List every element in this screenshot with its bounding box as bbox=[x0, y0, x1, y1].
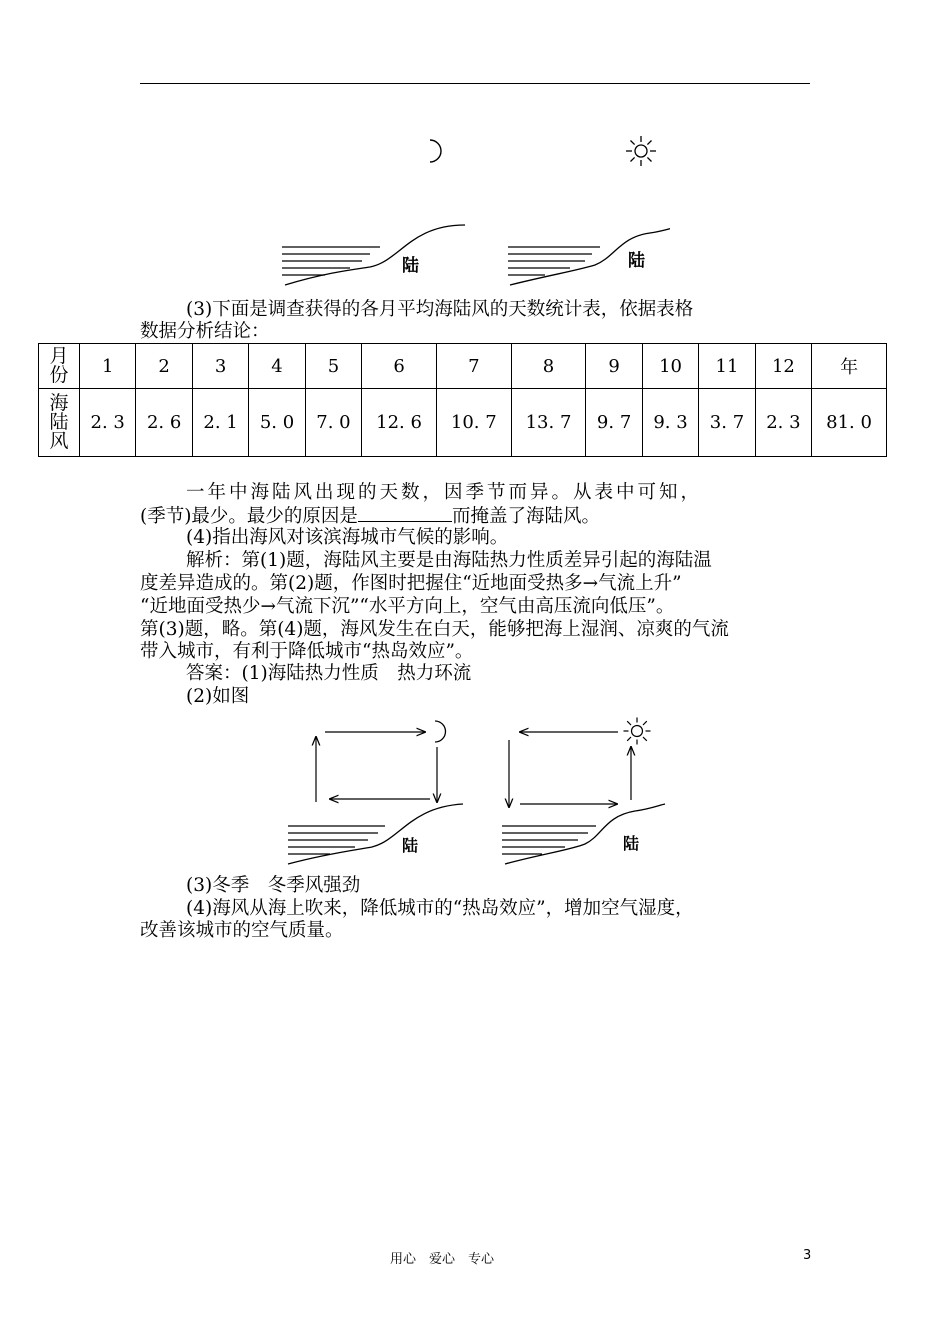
explain-line: 解析：第(1)题，海陆风主要是由海陆热力性质差异引起的海陆温 bbox=[186, 550, 712, 571]
answer-3: (3)冬季 冬季风强劲 bbox=[186, 875, 361, 896]
month-cell: 9 bbox=[586, 344, 642, 389]
answer-4-line2: 改善该城市的空气质量。 bbox=[140, 920, 344, 941]
value-cell: 9. 3 bbox=[642, 389, 698, 457]
table-row bbox=[39, 389, 887, 457]
month-cell: 5 bbox=[305, 344, 361, 389]
value-cell: 2. 3 bbox=[755, 389, 811, 457]
value-cell: 13. 7 bbox=[511, 389, 586, 457]
value-cell: 2. 1 bbox=[192, 389, 248, 457]
page-number: 3 bbox=[803, 1248, 812, 1263]
value-cell: 81. 0 bbox=[812, 389, 887, 457]
value-cell: 3. 7 bbox=[699, 389, 755, 457]
value-cell: 12. 6 bbox=[362, 389, 437, 457]
value-cell: 5. 0 bbox=[249, 389, 305, 457]
land-label-left: 陆 bbox=[402, 256, 419, 276]
q3-intro-line2: 数据分析结论： bbox=[140, 321, 270, 342]
value-cell: 2. 3 bbox=[80, 389, 136, 457]
month-cell: 2 bbox=[136, 344, 192, 389]
answer-4-line1: (4)海风从海上吹来，降低城市的“热岛效应”，增加空气湿度， bbox=[186, 898, 694, 919]
coast-left bbox=[282, 225, 465, 285]
explain-line: 带入城市，有利于降低城市“热岛效应”。 bbox=[140, 641, 474, 662]
explain-line: 第(3)题，略。第(4)题，海风发生在白天，能够把海上湿润、凉爽的气流 bbox=[140, 619, 729, 640]
month-cell: 3 bbox=[192, 344, 248, 389]
coast-left bbox=[288, 804, 463, 864]
question-4: (4)指出海风对该滨海城市气候的影响。 bbox=[186, 527, 509, 548]
month-cell: 8 bbox=[511, 344, 586, 389]
circulation-arrows-left bbox=[316, 732, 437, 802]
value-cell: 2. 6 bbox=[136, 389, 192, 457]
land-label-right: 陆 bbox=[628, 251, 645, 271]
sun-icon bbox=[624, 718, 651, 745]
moon-icon bbox=[435, 721, 446, 742]
value-cell: 9. 7 bbox=[586, 389, 642, 457]
coast-right bbox=[508, 223, 670, 285]
header-rule bbox=[140, 83, 810, 84]
circulation-arrows-right bbox=[509, 732, 631, 807]
row-header-month: 月 份 bbox=[39, 344, 80, 389]
value-cell: 10. 7 bbox=[436, 389, 511, 457]
sun-icon bbox=[626, 136, 656, 166]
month-cell: 12 bbox=[755, 344, 811, 389]
land-label-left: 陆 bbox=[402, 836, 419, 855]
month-cell: 4 bbox=[249, 344, 305, 389]
table-row bbox=[39, 344, 887, 389]
q3-intro-line1: (3)下面是调查获得的各月平均海陆风的天数统计表，依据表格 bbox=[186, 299, 694, 320]
answer-1: 答案：(1)海陆热力性质 热力环流 bbox=[186, 663, 472, 684]
month-cell: 7 bbox=[436, 344, 511, 389]
answer-figure bbox=[280, 712, 690, 872]
value-cell: 7. 0 bbox=[305, 389, 361, 457]
month-cell: 年 bbox=[812, 344, 887, 389]
coast-right bbox=[502, 804, 665, 864]
sea-land-breeze-table bbox=[38, 343, 887, 457]
row-header-breeze: 海 陆 风 bbox=[39, 389, 80, 457]
question-figure bbox=[270, 125, 670, 290]
explain-line: “近地面受热少→气流下沉”“水平方向上，空气由高压流向低压”。 bbox=[140, 596, 675, 617]
land-label-right: 陆 bbox=[623, 834, 640, 853]
answer-2: (2)如图 bbox=[186, 686, 250, 707]
analysis-line2: (季节)最少。最少的原因是 而掩盖了海陆风。 bbox=[140, 506, 600, 527]
page-footer: 用心 爱心 专心 bbox=[390, 1252, 495, 1267]
month-cell: 6 bbox=[362, 344, 437, 389]
month-cell: 10 bbox=[642, 344, 698, 389]
month-cell: 1 bbox=[80, 344, 136, 389]
analysis-line1: 一年中海陆风出现的天数，因季节而异。从表中可知， bbox=[186, 482, 703, 503]
month-cell: 11 bbox=[699, 344, 755, 389]
answer-blank bbox=[358, 505, 452, 522]
moon-icon bbox=[430, 140, 441, 162]
explain-line: 度差异造成的。第(2)题，作图时把握住“近地面受热多→气流上升” bbox=[140, 573, 682, 594]
